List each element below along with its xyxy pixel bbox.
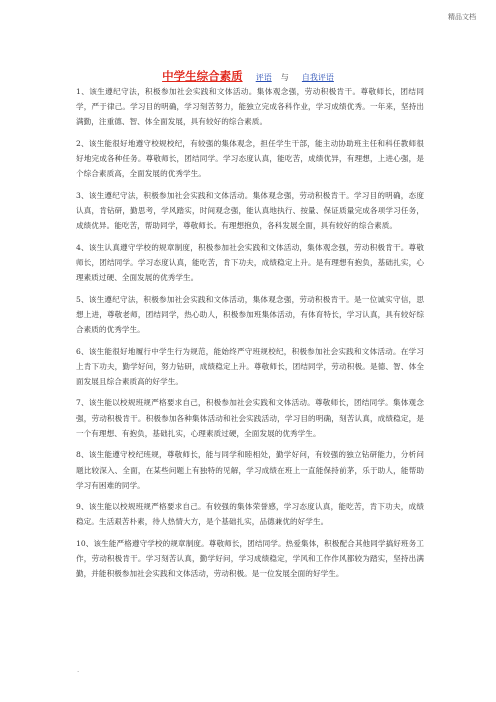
paragraph-5: 5、该生遵纪守法，积极参加社会实践和文体活动，集体观念强，劳动积极肯干。是一位诚实守信，思想上进，尊敬老师，团结同学，热心助人，积极参加班集体活动，有体育特长，学习认真，具有较好综合素质的优秀学生。: [76, 294, 424, 335]
document-title: 中学生综合素质: [162, 69, 243, 83]
paragraph-7: 7、该生能以校规班规严格要求自己，积极参加社会实践和文体活动。尊敬师长，团结同学。集体观念强，劳动积极肯干。积极参加各种集体活动和社会实践活动，学习目的明确，刻苦认真，成绩稳定，是一个有理想、有抱负，基础扎实，心理素质过硬，全面发展的优秀学生。: [76, 398, 424, 438]
self-comment-link[interactable]: 自我评语: [301, 73, 334, 82]
title-conjunction: 与: [280, 73, 289, 82]
title-row: [0, 65, 496, 84]
paragraph-1: 1、该生遵纪守法，积极参加社会实践和文体活动。集体观念强，劳动积极肯干。尊敬师长，团结同学，严于律己。学习目的明确，学习刻苦努力，能独立完成各科作业，学习成绩优秀。一年来，坚持出满勤，注重德、智、体全面发展，具有较好的综合素质。: [76, 87, 424, 127]
paragraph-6: 6、该生能很好地履行中学生行为规范，能始终严守班规校纪，积极参加社会实践和文体活动。在学习上肯下功夫，勤学好问，努力钻研，成绩稳定上升。尊敬师长，团结同学，劳动积极。是德、智、体全面发展且综合素质高的好学生。: [76, 346, 424, 386]
document-body: [76, 84, 424, 588]
paragraph-9: 9、该生能以校规班规严格要求自己。有较强的集体荣誉感，学习态度认真，能吃苦，肯下功夫，成绩稳定。生活艰苦朴素，待人热情大方，是个基础扎实，品德兼优的好学生。: [76, 502, 424, 527]
paragraph-8: 8、该生能遵守校纪班规，尊敬师长，能与同学和睦相处，勤学好问，有较强的独立钻研能力，分析问题比较深入、全面，在某些问题上有独特的见解，学习成绩在班上一直能保持前茅，乐于助人，能帮助学习有困难的同学。: [76, 450, 424, 490]
footer-mark: .: [77, 666, 80, 674]
paragraph-2: 2、该生能很好地遵守校规校纪，有较强的集体观念，担任学生干部，能主动协助班主任和科任教师很好地完成各种任务。尊敬师长，团结同学。学习态度认真，能吃苦，成绩优异，有理想，上进心强，是个综合素质高，全面发展的优秀学生。: [76, 138, 424, 179]
paragraph-4: 4、该生认真遵守学校的规章制度，积极参加社会实践和文体活动，集体观念强，劳动积极肯干。尊敬师长，团结同学。学习态度认真，能吃苦，肯下功夫，成绩稳定上升。是有理想有抱负，基础扎实，心理素质过硬、全面发展的优秀学生。: [76, 242, 424, 283]
paragraph-10: 10、该生能严格遵守学校的规章制度。尊敬师长，团结同学。热爱集体，积极配合其他同学搞好班务工作，劳动积极肯干。学习刻苦认真，勤学好问，学习成绩稳定，学风和工作作风都较为踏实，坚持出满勤，并能积极参加社会实践和文体活动，劳动积极。是一位发展全面的好学生。: [76, 538, 424, 579]
paragraph-3: 3、该生遵纪守法，积极参加社会实践和文体活动。集体观念强，劳动积极肯干。学习目的明确，态度认真，肯钻研，勤思考，学风踏实，时间观念强，能认真地执行、按量、保证质量完成各项学习任务，成绩优异。能吃苦，帮助同学，尊敬师长。有理想抱负，各科发展全面，具有较好的综合素质。: [76, 190, 424, 231]
comment-link[interactable]: 评语: [255, 73, 272, 82]
watermark-label: 精品文档: [448, 13, 476, 21]
